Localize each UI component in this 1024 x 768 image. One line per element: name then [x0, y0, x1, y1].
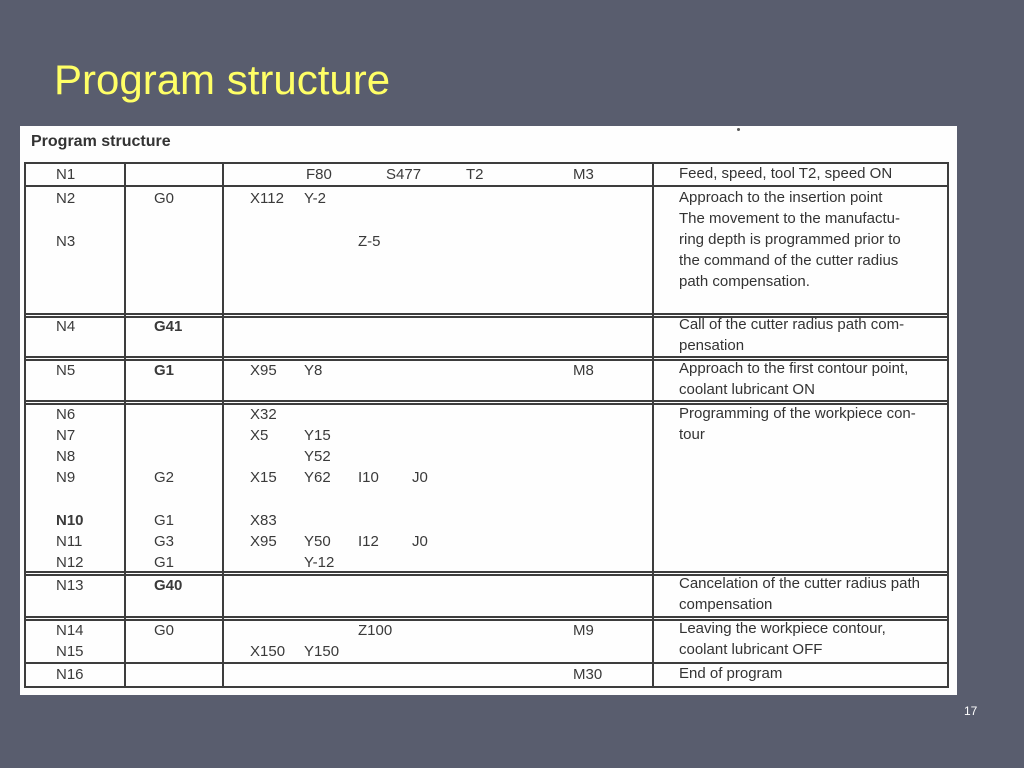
description-line: pensation — [679, 337, 745, 354]
x-word: X112 — [250, 190, 284, 207]
g-word: G2 — [154, 469, 175, 486]
y-word: Y15 — [304, 427, 331, 444]
description-line: tour — [679, 426, 705, 443]
g-word: G0 — [154, 190, 175, 207]
row-description — [679, 573, 920, 615]
table-rule — [124, 162, 126, 688]
description-line: the command of the cutter radius — [679, 252, 899, 269]
description-line: Feed, speed, tool T2, speed ON — [679, 165, 893, 182]
y-word: Y52 — [304, 448, 331, 465]
row-description — [679, 163, 892, 184]
table-rule — [947, 162, 949, 688]
x-word: X95 — [250, 533, 277, 550]
description-line: coolant lubricant OFF — [679, 641, 823, 658]
block-number: N7 — [56, 427, 76, 444]
description-line: The movement to the manufactu- — [679, 210, 900, 227]
x-word: X150 — [250, 643, 286, 660]
m-word: M3 — [573, 166, 594, 183]
description-line: path compensation. — [679, 273, 810, 290]
block-number: N16 — [56, 666, 84, 683]
x-word: X15 — [250, 469, 277, 486]
x-word: X83 — [250, 512, 277, 529]
description-line: compensation — [679, 596, 773, 613]
j-word: J0 — [412, 469, 428, 486]
i-word: I12 — [358, 533, 379, 550]
block-number: N9 — [56, 469, 76, 486]
description-line: End of program — [679, 665, 783, 682]
block-number: N5 — [56, 362, 76, 379]
g-word: G40 — [154, 577, 183, 594]
row-description — [679, 618, 886, 660]
g-word: G1 — [154, 512, 175, 529]
g-word: G1 — [154, 362, 175, 379]
y-word: Y8 — [304, 362, 323, 379]
m-word: M8 — [573, 362, 594, 379]
feed-word: F80 — [306, 166, 332, 183]
y-word: Y50 — [304, 533, 331, 550]
speed-word: S477 — [386, 166, 422, 183]
description-line: Programming of the workpiece con- — [679, 405, 916, 422]
g-word: G1 — [154, 554, 175, 571]
block-number: N4 — [56, 318, 76, 335]
i-word: I10 — [358, 469, 379, 486]
y-word: Y-2 — [304, 190, 326, 207]
g-word: G41 — [154, 318, 183, 335]
row-description — [679, 187, 901, 292]
description-line: Approach to the first contour point, — [679, 360, 909, 377]
block-number: N6 — [56, 406, 76, 423]
table-rule — [24, 162, 26, 688]
description-line: Cancelation of the cutter radius path — [679, 575, 920, 592]
scan-heading: Program structure — [31, 133, 171, 150]
description-line: Call of the cutter radius path com- — [679, 316, 905, 333]
y-word: Y-12 — [304, 554, 335, 571]
block-number: N13 — [56, 577, 84, 594]
j-word: J0 — [412, 533, 428, 550]
description-line: Approach to the insertion point — [679, 189, 883, 206]
row-description — [679, 403, 916, 445]
table-rule — [24, 400, 949, 402]
y-word: Y150 — [304, 643, 340, 660]
tool-word: T2 — [466, 166, 484, 183]
block-number: N12 — [56, 554, 84, 571]
slide-number: 17 — [964, 704, 978, 718]
z-word: Z-5 — [358, 233, 381, 250]
row-description — [679, 358, 908, 400]
scanned-table-image — [20, 126, 957, 695]
m-word: M9 — [573, 622, 594, 639]
block-number: N11 — [56, 533, 83, 550]
table-rule — [24, 662, 949, 664]
block-number: N2 — [56, 190, 76, 207]
row-description — [679, 314, 904, 356]
table-rule — [222, 162, 224, 688]
description-line: coolant lubricant ON — [679, 381, 815, 398]
table-rule — [652, 162, 654, 688]
block-number: N3 — [56, 233, 76, 250]
slide-title: Program structure — [54, 56, 391, 103]
description-line: Leaving the workpiece contour, — [679, 620, 886, 637]
block-number: N8 — [56, 448, 76, 465]
program-table — [20, 126, 957, 695]
block-number: N10 — [56, 512, 84, 529]
block-number: N14 — [56, 622, 84, 639]
block-number: N15 — [56, 643, 84, 660]
g-word: G0 — [154, 622, 175, 639]
x-word: X95 — [250, 362, 277, 379]
x-word: X5 — [250, 427, 269, 444]
block-number: N1 — [56, 166, 76, 183]
table-rule — [24, 686, 949, 688]
z-word: Z100 — [358, 622, 393, 639]
m-word: M30 — [573, 666, 603, 683]
y-word: Y62 — [304, 469, 331, 486]
description-line: ring depth is programmed prior to — [679, 231, 901, 248]
g-word: G3 — [154, 533, 175, 550]
row-description — [679, 663, 782, 684]
x-word: X32 — [250, 406, 277, 423]
